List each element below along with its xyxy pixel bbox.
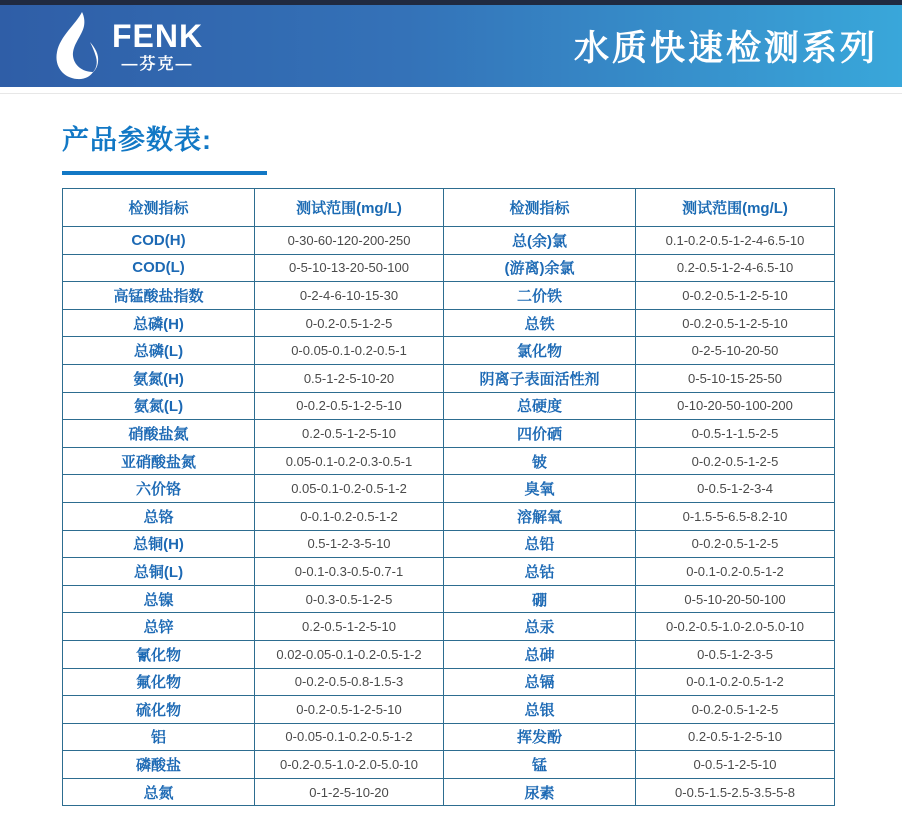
range-cell: 0-0.5-1-2-3-4 (636, 475, 835, 503)
header-indicator-2: 检测指标 (444, 189, 636, 227)
indicator-cell: COD(H) (63, 227, 255, 255)
range-cell: 0-0.2-0.5-1-2-5-10 (636, 309, 835, 337)
indicator-cell: 二价铁 (444, 282, 636, 310)
range-cell: 0-5-10-13-20-50-100 (255, 254, 444, 282)
range-cell: 0.05-0.1-0.2-0.3-0.5-1 (255, 447, 444, 475)
indicator-cell: 总钴 (444, 558, 636, 586)
header-range-1: 测试范围(mg/L) (255, 189, 444, 227)
range-cell: 0.2-0.5-1-2-5-10 (255, 420, 444, 448)
table-row (63, 254, 835, 282)
indicator-cell: 硼 (444, 585, 636, 613)
range-cell: 0-0.05-0.1-0.2-0.5-1-2 (255, 723, 444, 751)
table-row (63, 778, 835, 806)
indicator-cell: 四价硒 (444, 420, 636, 448)
brand-subname: —芬克— (121, 55, 194, 73)
indicator-cell: 尿素 (444, 778, 636, 806)
range-cell: 0-0.5-1-2-3-5 (636, 640, 835, 668)
table-row (63, 227, 835, 255)
table-body (63, 227, 835, 806)
indicator-cell: 硫化物 (63, 696, 255, 724)
range-cell: 0.05-0.1-0.2-0.5-1-2 (255, 475, 444, 503)
indicator-cell: 亚硝酸盐氮 (63, 447, 255, 475)
indicator-cell: 氯化物 (444, 337, 636, 365)
range-cell: 0-1-2-5-10-20 (255, 778, 444, 806)
flame-drop-icon (52, 12, 104, 80)
header-range-2: 测试范围(mg/L) (636, 189, 835, 227)
parameter-table (62, 188, 835, 806)
indicator-cell: 阴离子表面活性剂 (444, 364, 636, 392)
table-row (63, 585, 835, 613)
indicator-cell: 总磷(H) (63, 309, 255, 337)
table-row (63, 337, 835, 365)
range-cell: 0-10-20-50-100-200 (636, 392, 835, 420)
table-row (63, 420, 835, 448)
indicator-cell: 臭氧 (444, 475, 636, 503)
range-cell: 0-0.1-0.2-0.5-1-2 (255, 502, 444, 530)
header-banner (0, 5, 902, 87)
range-cell: 0-5-10-20-50-100 (636, 585, 835, 613)
indicator-cell: 氟化物 (63, 668, 255, 696)
table-row (63, 530, 835, 558)
table-row (63, 502, 835, 530)
indicator-cell: 总铁 (444, 309, 636, 337)
range-cell: 0-30-60-120-200-250 (255, 227, 444, 255)
section-title: 产品参数表: (62, 125, 212, 155)
range-cell: 0-0.5-1.5-2.5-3.5-5-8 (636, 778, 835, 806)
range-cell: 0-0.1-0.3-0.5-0.7-1 (255, 558, 444, 586)
indicator-cell: 总硬度 (444, 392, 636, 420)
range-cell: 0-0.2-0.5-1-2-5-10 (636, 282, 835, 310)
indicator-cell: 总(余)氯 (444, 227, 636, 255)
range-cell: 0-0.2-0.5-1-2-5-10 (255, 392, 444, 420)
section-underline (62, 171, 267, 175)
range-cell: 0-0.05-0.1-0.2-0.5-1 (255, 337, 444, 365)
indicator-cell: 总磷(L) (63, 337, 255, 365)
indicator-cell: 氰化物 (63, 640, 255, 668)
range-cell: 0-0.2-0.5-1.0-2.0-5.0-10 (636, 613, 835, 641)
brand-name: FENK (112, 17, 204, 54)
header-indicator-1: 检测指标 (63, 189, 255, 227)
table-row (63, 613, 835, 641)
table-row (63, 696, 835, 724)
range-cell: 0.5-1-2-3-5-10 (255, 530, 444, 558)
indicator-cell: 氨氮(H) (63, 364, 255, 392)
range-cell: 0.2-0.5-1-2-4-6.5-10 (636, 254, 835, 282)
indicator-cell: 溶解氧 (444, 502, 636, 530)
table-row (63, 751, 835, 779)
range-cell: 0-0.3-0.5-1-2-5 (255, 585, 444, 613)
table-row (63, 447, 835, 475)
indicator-cell: 总汞 (444, 613, 636, 641)
range-cell: 0-0.2-0.5-0.8-1.5-3 (255, 668, 444, 696)
table-row (63, 558, 835, 586)
indicator-cell: 总铜(H) (63, 530, 255, 558)
indicator-cell: 总氮 (63, 778, 255, 806)
indicator-cell: 总镍 (63, 585, 255, 613)
banner-title: 水质快速检测系列 (573, 29, 878, 68)
range-cell: 0-0.2-0.5-1-2-5 (636, 447, 835, 475)
range-cell: 0-0.1-0.2-0.5-1-2 (636, 668, 835, 696)
indicator-cell: 高锰酸盐指数 (63, 282, 255, 310)
range-cell: 0-0.5-1-1.5-2-5 (636, 420, 835, 448)
table-row (63, 668, 835, 696)
range-cell: 0-0.2-0.5-1-2-5 (636, 696, 835, 724)
range-cell: 0.2-0.5-1-2-5-10 (255, 613, 444, 641)
range-cell: 0-5-10-15-25-50 (636, 364, 835, 392)
range-cell: 0.2-0.5-1-2-5-10 (636, 723, 835, 751)
indicator-cell: 铝 (63, 723, 255, 751)
indicator-cell: 锰 (444, 751, 636, 779)
range-cell: 0-1.5-5-6.5-8.2-10 (636, 502, 835, 530)
table-row (63, 640, 835, 668)
range-cell: 0-0.5-1-2-5-10 (636, 751, 835, 779)
range-cell: 0-2-4-6-10-15-30 (255, 282, 444, 310)
table-row (63, 364, 835, 392)
range-cell: 0-2-5-10-20-50 (636, 337, 835, 365)
table-row (63, 392, 835, 420)
indicator-cell: 挥发酚 (444, 723, 636, 751)
range-cell: 0.02-0.05-0.1-0.2-0.5-1-2 (255, 640, 444, 668)
indicator-cell: 磷酸盐 (63, 751, 255, 779)
indicator-cell: 总砷 (444, 640, 636, 668)
table-row (63, 723, 835, 751)
range-cell: 0-0.2-0.5-1-2-5 (255, 309, 444, 337)
indicator-cell: 六价铬 (63, 475, 255, 503)
brand-logo (52, 12, 203, 80)
range-cell: 0.1-0.2-0.5-1-2-4-6.5-10 (636, 227, 835, 255)
table-row (63, 309, 835, 337)
indicator-cell: 氨氮(L) (63, 392, 255, 420)
range-cell: 0-0.2-0.5-1.0-2.0-5.0-10 (255, 751, 444, 779)
indicator-cell: 总银 (444, 696, 636, 724)
table-header-row (63, 189, 835, 227)
table-row (63, 282, 835, 310)
table-row (63, 475, 835, 503)
indicator-cell: 总镉 (444, 668, 636, 696)
indicator-cell: (游离)余氯 (444, 254, 636, 282)
indicator-cell: 总铜(L) (63, 558, 255, 586)
range-cell: 0-0.1-0.2-0.5-1-2 (636, 558, 835, 586)
indicator-cell: 硝酸盐氮 (63, 420, 255, 448)
brand-text (112, 17, 204, 73)
section-header (62, 118, 267, 175)
indicator-cell: 总铅 (444, 530, 636, 558)
range-cell: 0-0.2-0.5-1-2-5 (636, 530, 835, 558)
indicator-cell: 铍 (444, 447, 636, 475)
range-cell: 0.5-1-2-5-10-20 (255, 364, 444, 392)
indicator-cell: 总铬 (63, 502, 255, 530)
indicator-cell: COD(L) (63, 254, 255, 282)
indicator-cell: 总锌 (63, 613, 255, 641)
range-cell: 0-0.2-0.5-1-2-5-10 (255, 696, 444, 724)
